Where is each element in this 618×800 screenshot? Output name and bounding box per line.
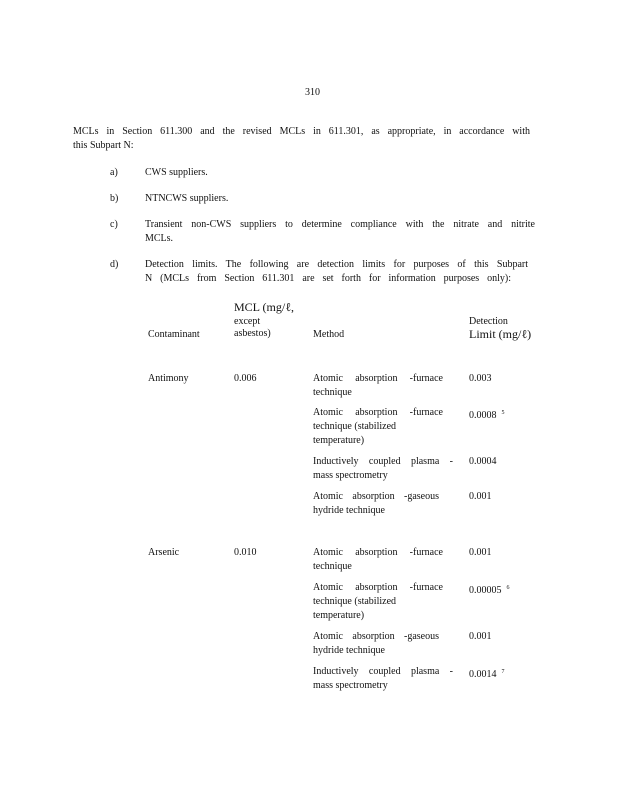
table-row xyxy=(313,455,453,483)
method-line: technique xyxy=(313,561,352,572)
footnote-ref: 5 xyxy=(501,410,505,416)
table-row xyxy=(313,630,439,658)
header-mcl-line-3: asbestos) xyxy=(234,328,271,339)
header-contaminant: Contaminant xyxy=(148,329,200,340)
header-mcl-line-2: except xyxy=(234,316,261,327)
method-line: Atomic absorption -furnace xyxy=(313,547,443,558)
method-line: Atomic absorption -gaseous xyxy=(313,631,439,642)
item-d-label: d) xyxy=(110,259,119,270)
item-a-label: a) xyxy=(110,167,118,178)
limit-value xyxy=(469,581,510,598)
method-line: Atomic absorption -furnace xyxy=(313,582,443,593)
footnote-ref: 7 xyxy=(501,669,505,675)
intro-line-1: MCLs in Section 611.300 and the revised MCLs in 611.301, as appropriate, in accordance with xyxy=(73,126,530,137)
method-line: hydride technique xyxy=(313,505,385,516)
limit-number: 0.00005 xyxy=(469,585,502,596)
table-row xyxy=(313,581,443,623)
item-c-label: c) xyxy=(110,219,118,230)
mcl-arsenic: 0.010 xyxy=(234,547,257,558)
method-line: hydride technique xyxy=(313,645,385,656)
mcl-antimony: 0.006 xyxy=(234,373,257,384)
item-b-label: b) xyxy=(110,193,119,204)
method-line: mass spectrometry xyxy=(313,680,388,691)
table-row xyxy=(313,665,453,693)
header-detection-line-1: Detection xyxy=(469,316,508,327)
method-line: Inductively coupled plasma - xyxy=(313,456,453,467)
item-c-text-line-2: MCLs. xyxy=(145,233,174,244)
contaminant-arsenic: Arsenic xyxy=(148,547,180,558)
table-row xyxy=(313,406,443,448)
limit-value: 0.001 xyxy=(469,547,492,558)
limit-value xyxy=(469,406,505,423)
limit-value: 0.001 xyxy=(469,631,492,642)
item-c-text-line-1: Transient non-CWS suppliers to determine compliance with the nitrate and nitrite xyxy=(145,219,535,230)
contaminant-antimony: Antimony xyxy=(148,373,189,384)
header-mcl-line-1: MCL (mg/ℓ, xyxy=(234,300,294,314)
method-line: mass spectrometry xyxy=(313,470,388,481)
limit-value: 0.003 xyxy=(469,373,492,384)
method-line: technique (stabilized xyxy=(313,421,397,432)
limit-number: 0.0014 xyxy=(469,669,497,680)
intro-line-2: this Subpart N: xyxy=(73,140,134,151)
method-line: Atomic absorption -gaseous xyxy=(313,491,439,502)
limit-value: 0.001 xyxy=(469,491,492,502)
limit-number: 0.0008 xyxy=(469,410,497,421)
method-line: technique (stabilized xyxy=(313,596,397,607)
footnote-ref: 6 xyxy=(506,585,510,591)
table-row xyxy=(313,546,443,574)
header-method: Method xyxy=(313,329,345,340)
method-line: Atomic absorption -furnace xyxy=(313,407,443,418)
item-d-text-line-1: Detection limits. The following are detection limits for purposes of this Subpart xyxy=(145,259,528,270)
method-line: temperature) xyxy=(313,435,365,446)
method-line: Atomic absorption -furnace xyxy=(313,373,443,384)
page-number: 310 xyxy=(305,87,320,98)
header-detection-line-2: Limit (mg/ℓ) xyxy=(469,327,532,341)
item-d-text-line-2: N (MCLs from Section 611.301 are set forth for information purposes only): xyxy=(145,273,511,284)
limit-value: 0.0004 xyxy=(469,456,497,467)
method-line: temperature) xyxy=(313,610,365,621)
item-b-text: NTNCWS suppliers. xyxy=(145,193,229,204)
method-line: technique xyxy=(313,387,352,398)
table-row xyxy=(313,490,439,518)
table-row xyxy=(313,372,443,400)
limit-value xyxy=(469,665,505,682)
method-line: Inductively coupled plasma - xyxy=(313,666,453,677)
item-a-text: CWS suppliers. xyxy=(145,167,208,178)
